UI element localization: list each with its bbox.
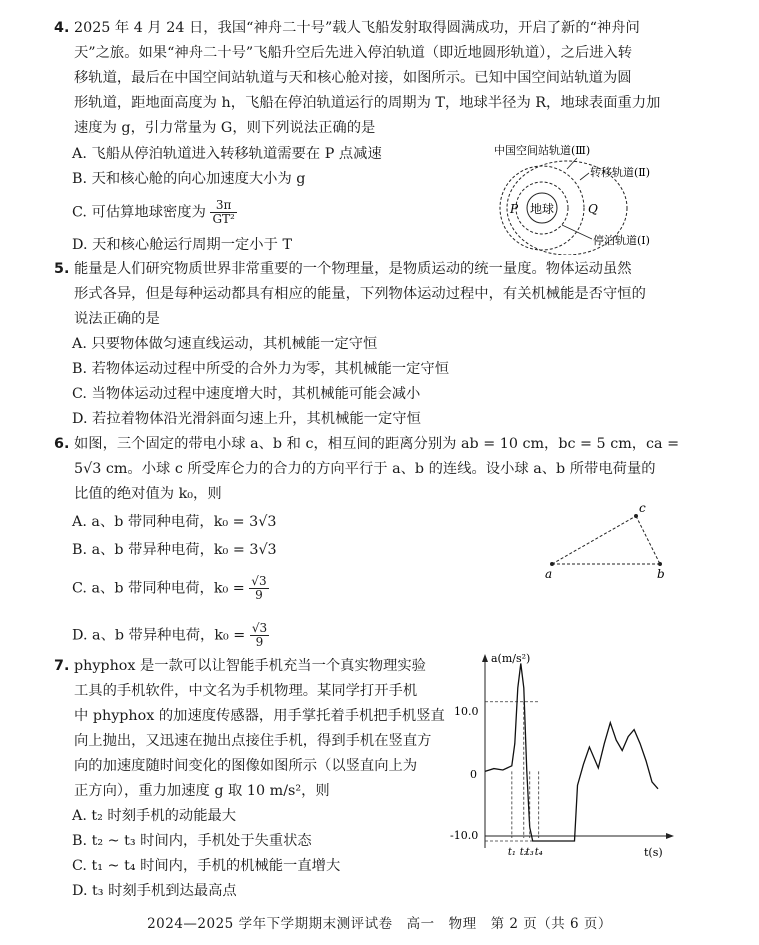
option-b: B. 若物体运动过程中所受的合外力为零，其机械能一定守恒 [72,361,450,377]
x-tick-label: t₃ [525,847,534,858]
option-d: D. 若拉着物体沿光滑斜面匀速上升，其机械能一定守恒 [72,411,421,427]
option-b: B. a、b 带异种电荷，k₀ = 3√3 [72,542,277,558]
option-d: D. 天和核心舱运行周期一定小于 T [72,237,292,253]
y-axis-arrow [482,654,488,662]
x-axis-label: t(s) [644,846,663,859]
y-tick-label: 0 [470,768,477,781]
acceleration-curve [485,664,658,842]
question-text-line: 能量是人们研究物质世界非常重要的一个物理量，是物质运动的统一量度。物体运动虽然 [74,261,632,277]
fraction-numerator: √3 [251,621,268,635]
option-d [72,622,269,649]
point-q-label: Q [588,202,598,216]
point-p-label: P [510,202,519,216]
question-text-line: 形轨道，距地面高度为 h，飞船在停泊轨道运行的周期为 T，地球半径为 R，地球表面重力加 [74,95,661,111]
question-number: 4. [54,20,70,36]
charge-a [550,562,554,566]
label-a: a [545,567,553,581]
option-c: C. t₁ ~ t₄ 时间内，手机的机械能一直增大 [72,858,341,874]
fraction [210,199,236,226]
question-text-line: 形式各异，但是每种运动都具有相应的能量，下列物体运动过程中，有关机械能是否守恒的 [74,286,646,302]
fraction [249,575,268,602]
orbit-diagram [482,140,702,255]
option-c-text: C. 可估算地球密度为 [72,204,206,221]
earth-label: 地球 [530,202,555,216]
x-tick-label: t₄ [534,847,543,858]
question-text-line: phyphox 是一款可以让智能手机充当一个真实物理实验 [74,658,426,674]
option-c [72,575,269,602]
question-text-line: 如图，三个固定的带电小球 a、b 和 c，相互间的距离分别为 ab = 10 cm，bc = 5 cm，ca = [74,436,680,452]
question-text-line: 速度为 g，引力常量为 G，则下列说法正确的是 [74,120,376,136]
option-a: A. a、b 带同种电荷，k₀ = 3√3 [72,514,277,530]
question-number: 7. [54,658,70,674]
option-b: B. t₂ ~ t₃ 时间内，手机处于失重状态 [72,833,312,849]
question-text-line: 向的加速度随时间变化的图像如图所示（以竖直向上为 [74,758,418,774]
question-text-line: 工具的手机软件，中文名为手机物理。某同学打开手机 [74,683,418,699]
x-axis-arrow [666,833,674,839]
option-c: C. 当物体运动过程中速度增大时，其机械能可能会减小 [72,386,421,402]
option-b: B. 天和核心舱的向心加速度大小为 g [72,171,306,187]
acceleration-time-chart [448,648,678,868]
label-c: c [639,501,646,515]
fraction [250,622,269,649]
fraction-denominator: 9 [255,588,263,602]
charge-c [634,514,638,518]
question-number: 6. [54,436,70,452]
option-d-text: D. a、b 带异种电荷，k₀ = [72,627,246,644]
question-text-line: 天”之旅。如果“神舟二十号”飞船升空后先进入停泊轨道（即近地圆形轨道），之后进入转 [74,45,633,61]
question-text-line: 中 phyphox 的加速度传感器，用手掌托着手机把手机竖直 [74,708,445,724]
transfer-orbit-label: 转移轨道(Ⅱ) [590,166,651,179]
question-text-line: 正方向），重力加速度 g 取 10 m/s²，则 [74,783,330,799]
label-b: b [657,567,665,581]
y-axis-label: a(m/s²) [491,652,531,665]
segment-ac [552,516,636,564]
triangle-diagram [540,500,680,585]
question-text-line: 2025 年 4 月 24 日，我国“神舟二十号”载人飞船发射取得圆满成功，开启了新的“神舟问 [74,20,640,36]
charge-b [658,562,662,566]
option-d: D. t₃ 时刻手机到达最高点 [72,883,237,899]
fraction-denominator: GT² [212,212,235,226]
segment-bc [636,516,660,564]
fraction-numerator: √3 [251,574,267,588]
y-tick-label: 10.0 [454,705,479,718]
station-orbit-label: 中国空间站轨道(Ⅲ) [494,144,591,157]
option-a: A. 只要物体做匀速直线运动，其机械能一定守恒 [72,336,378,352]
fraction-denominator: 9 [255,635,264,649]
chart-marks [485,664,658,859]
question-text-line: 说法正确的是 [74,311,160,327]
question-text-line: 比值的绝对值为 k₀，则 [74,486,222,502]
question-text-line: 向上抛出，又迅速在抛出点接住手机，得到手机在竖直方 [74,733,432,749]
x-tick-label: t₂ [519,847,528,858]
option-c-text: C. a、b 带同种电荷，k₀ = [72,580,245,597]
question-text-line: 移轨道，最后在中国空间站轨道与天和核心舱对接，如图所示。已知中国空间站轨道为圆 [74,70,632,86]
option-c [72,199,237,226]
question-number: 5. [54,261,70,277]
page-footer: 2024—2025 学年下学期期末测评试卷 高一 物理 第 2 页（共 6 页） [147,916,612,932]
option-a: A. t₂ 时刻手机的动能最大 [72,808,237,824]
x-tick-label: t₁ [507,847,516,858]
y-tick-label: -10.0 [450,829,479,842]
question-text-line: 5√3 cm。小球 c 所受库仑力的合力的方向平行于 a、b 的连线。设小球 a、b 所带电荷量的 [74,461,656,477]
parking-orbit-label: 停泊轨道(Ⅰ) [593,234,650,247]
fraction-numerator: 3π [210,199,236,213]
option-a: A. 飞船从停泊轨道进入转移轨道需要在 P 点减速 [72,146,382,162]
